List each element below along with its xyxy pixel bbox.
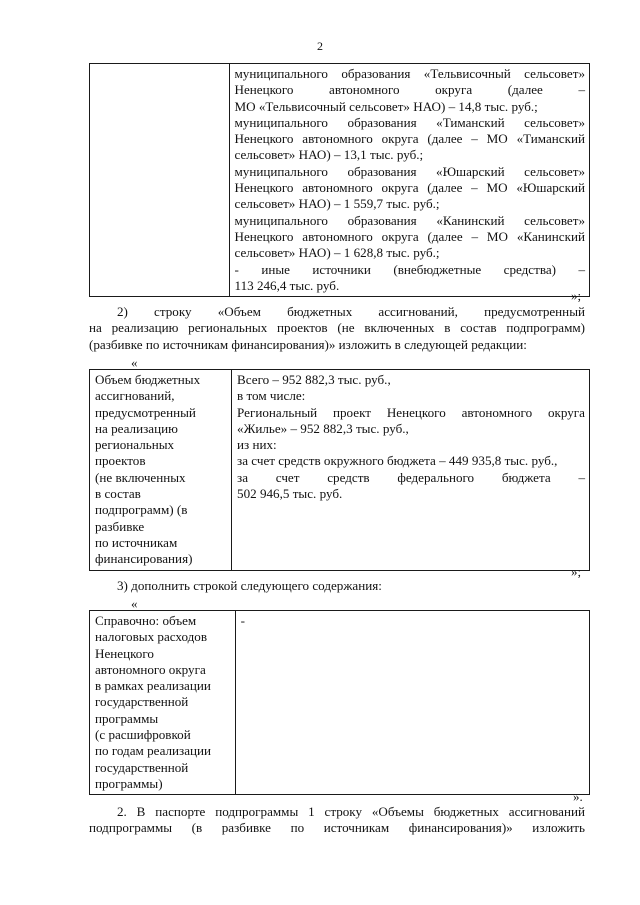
paragraph-section-2	[89, 804, 585, 837]
table-right-cell	[232, 370, 590, 571]
text-line: в рамках реализации	[95, 678, 211, 694]
text-line: региональных	[95, 437, 175, 453]
text-line: (не включенных	[95, 469, 186, 485]
text-line: по годам реализации	[95, 743, 212, 759]
table-left-cell-empty	[90, 64, 230, 297]
text-line: государственной	[95, 694, 189, 710]
text-line: МО «Тельвисочный сельсовет» НАО) – 14,8 тыс. руб.;	[234, 98, 538, 114]
text-line: за счет средств окружного бюджета – 449 935,8 тыс. руб.,	[237, 453, 558, 469]
text-line: программы)	[95, 775, 163, 791]
text-line: налоговых расходов	[95, 629, 208, 645]
row-label-text	[95, 372, 227, 568]
table-left-cell	[90, 611, 236, 795]
table-row	[90, 611, 590, 795]
text-line: муниципального образования «Канинский сельсовет»	[234, 212, 585, 228]
closing-quote: ».	[573, 789, 583, 804]
text-line: в том числе:	[237, 388, 306, 404]
table-row	[90, 64, 590, 297]
text-line: по источникам	[95, 534, 178, 550]
text-line: разбивке	[95, 518, 145, 534]
text-line: 502 946,5 тыс. руб.	[237, 486, 343, 502]
paragraph-item-3: 3) дополнить строкой следующего содержания:	[117, 578, 382, 593]
table-right-cell	[235, 611, 589, 795]
table-sources-continuation	[89, 63, 590, 297]
text-line: 113 246,4 тыс. руб.	[234, 277, 340, 293]
paragraph-line: (разбивке по источникам финансирования)» изложить в следующей редакции:	[89, 336, 527, 352]
closing-quote: »;	[571, 564, 582, 579]
text-line: «Жилье» – 952 882,3 тыс. руб.,	[237, 420, 409, 436]
text-line: из них:	[237, 437, 277, 453]
paragraph-line: подпрограммы (в разбивке по источникам финансирования)» изложить	[89, 820, 585, 836]
row-value-dash: -	[240, 613, 245, 628]
opening-quote: «	[131, 596, 138, 611]
text-line: программы	[95, 710, 159, 726]
row-label-text	[95, 613, 231, 792]
text-line: муниципального образования «Тиманский сельсовет»	[234, 114, 585, 130]
text-line: автономного округа	[95, 661, 206, 677]
page-number: 2	[317, 39, 323, 53]
text-line: Ненецкого	[95, 645, 154, 661]
text-line: Ненецкого автономного округа (далее –	[234, 82, 585, 98]
text-line: сельсовет» НАО) – 1 628,8 тыс. руб.;	[234, 245, 440, 261]
text-line: сельсовет» НАО) – 13,1 тыс. руб.;	[234, 147, 424, 163]
text-line: финансирования)	[95, 551, 193, 567]
closing-quote: »;	[571, 288, 582, 303]
text-line: Ненецкого автономного округа (далее – МО «Тиманский	[234, 131, 585, 147]
text-line: подпрограмм) (в	[95, 502, 188, 518]
table-tax-expenditures	[89, 610, 590, 795]
table-row	[90, 370, 590, 571]
text-line: Ненецкого автономного округа (далее – МО «Канинский	[234, 228, 585, 244]
row-value-text	[237, 372, 585, 502]
table-budget-allocations	[89, 369, 590, 571]
text-line: (с расшифровкой	[95, 727, 191, 743]
text-line: Всего – 952 882,3 тыс. руб.,	[237, 372, 391, 387]
text-line: на реализацию	[95, 420, 178, 436]
paragraph-line: на реализацию региональных проектов (не включенных в состав подпрограмм)	[89, 320, 585, 336]
text-line: муниципального образования «Юшарский сельсовет»	[234, 163, 585, 179]
paragraph-item-2	[89, 304, 585, 353]
text-line: сельсовет» НАО) – 1 559,7 тыс. руб.;	[234, 196, 440, 212]
table-left-cell	[90, 370, 232, 571]
text-line: предусмотренный	[95, 404, 196, 420]
text-line: в состав	[95, 486, 141, 502]
text-line: - иные источники (внебюджетные средства) –	[234, 261, 585, 277]
opening-quote: «	[131, 355, 138, 370]
text-line: ассигнований,	[95, 388, 175, 404]
funding-sources-text	[235, 66, 585, 294]
text-line: Справочно: объем	[95, 613, 197, 628]
text-line: государственной	[95, 759, 189, 775]
paragraph-line: 2) строку «Объем бюджетных ассигнований, предусмотренный	[117, 304, 585, 319]
text-line: проектов	[95, 453, 146, 469]
text-line: за счет средств федерального бюджета –	[237, 469, 585, 485]
text-line: Ненецкого автономного округа (далее – МО «Юшарский	[234, 180, 585, 196]
text-line: Региональный проект Ненецкого автономного округа	[237, 404, 585, 420]
paragraph-line: 2. В паспорте подпрограммы 1 строку «Объемы бюджетных ассигнований	[117, 804, 585, 819]
text-line: Объем бюджетных	[95, 372, 201, 387]
table-right-cell	[229, 64, 589, 297]
text-line: муниципального образования «Тельвисочный сельсовет»	[234, 66, 585, 81]
